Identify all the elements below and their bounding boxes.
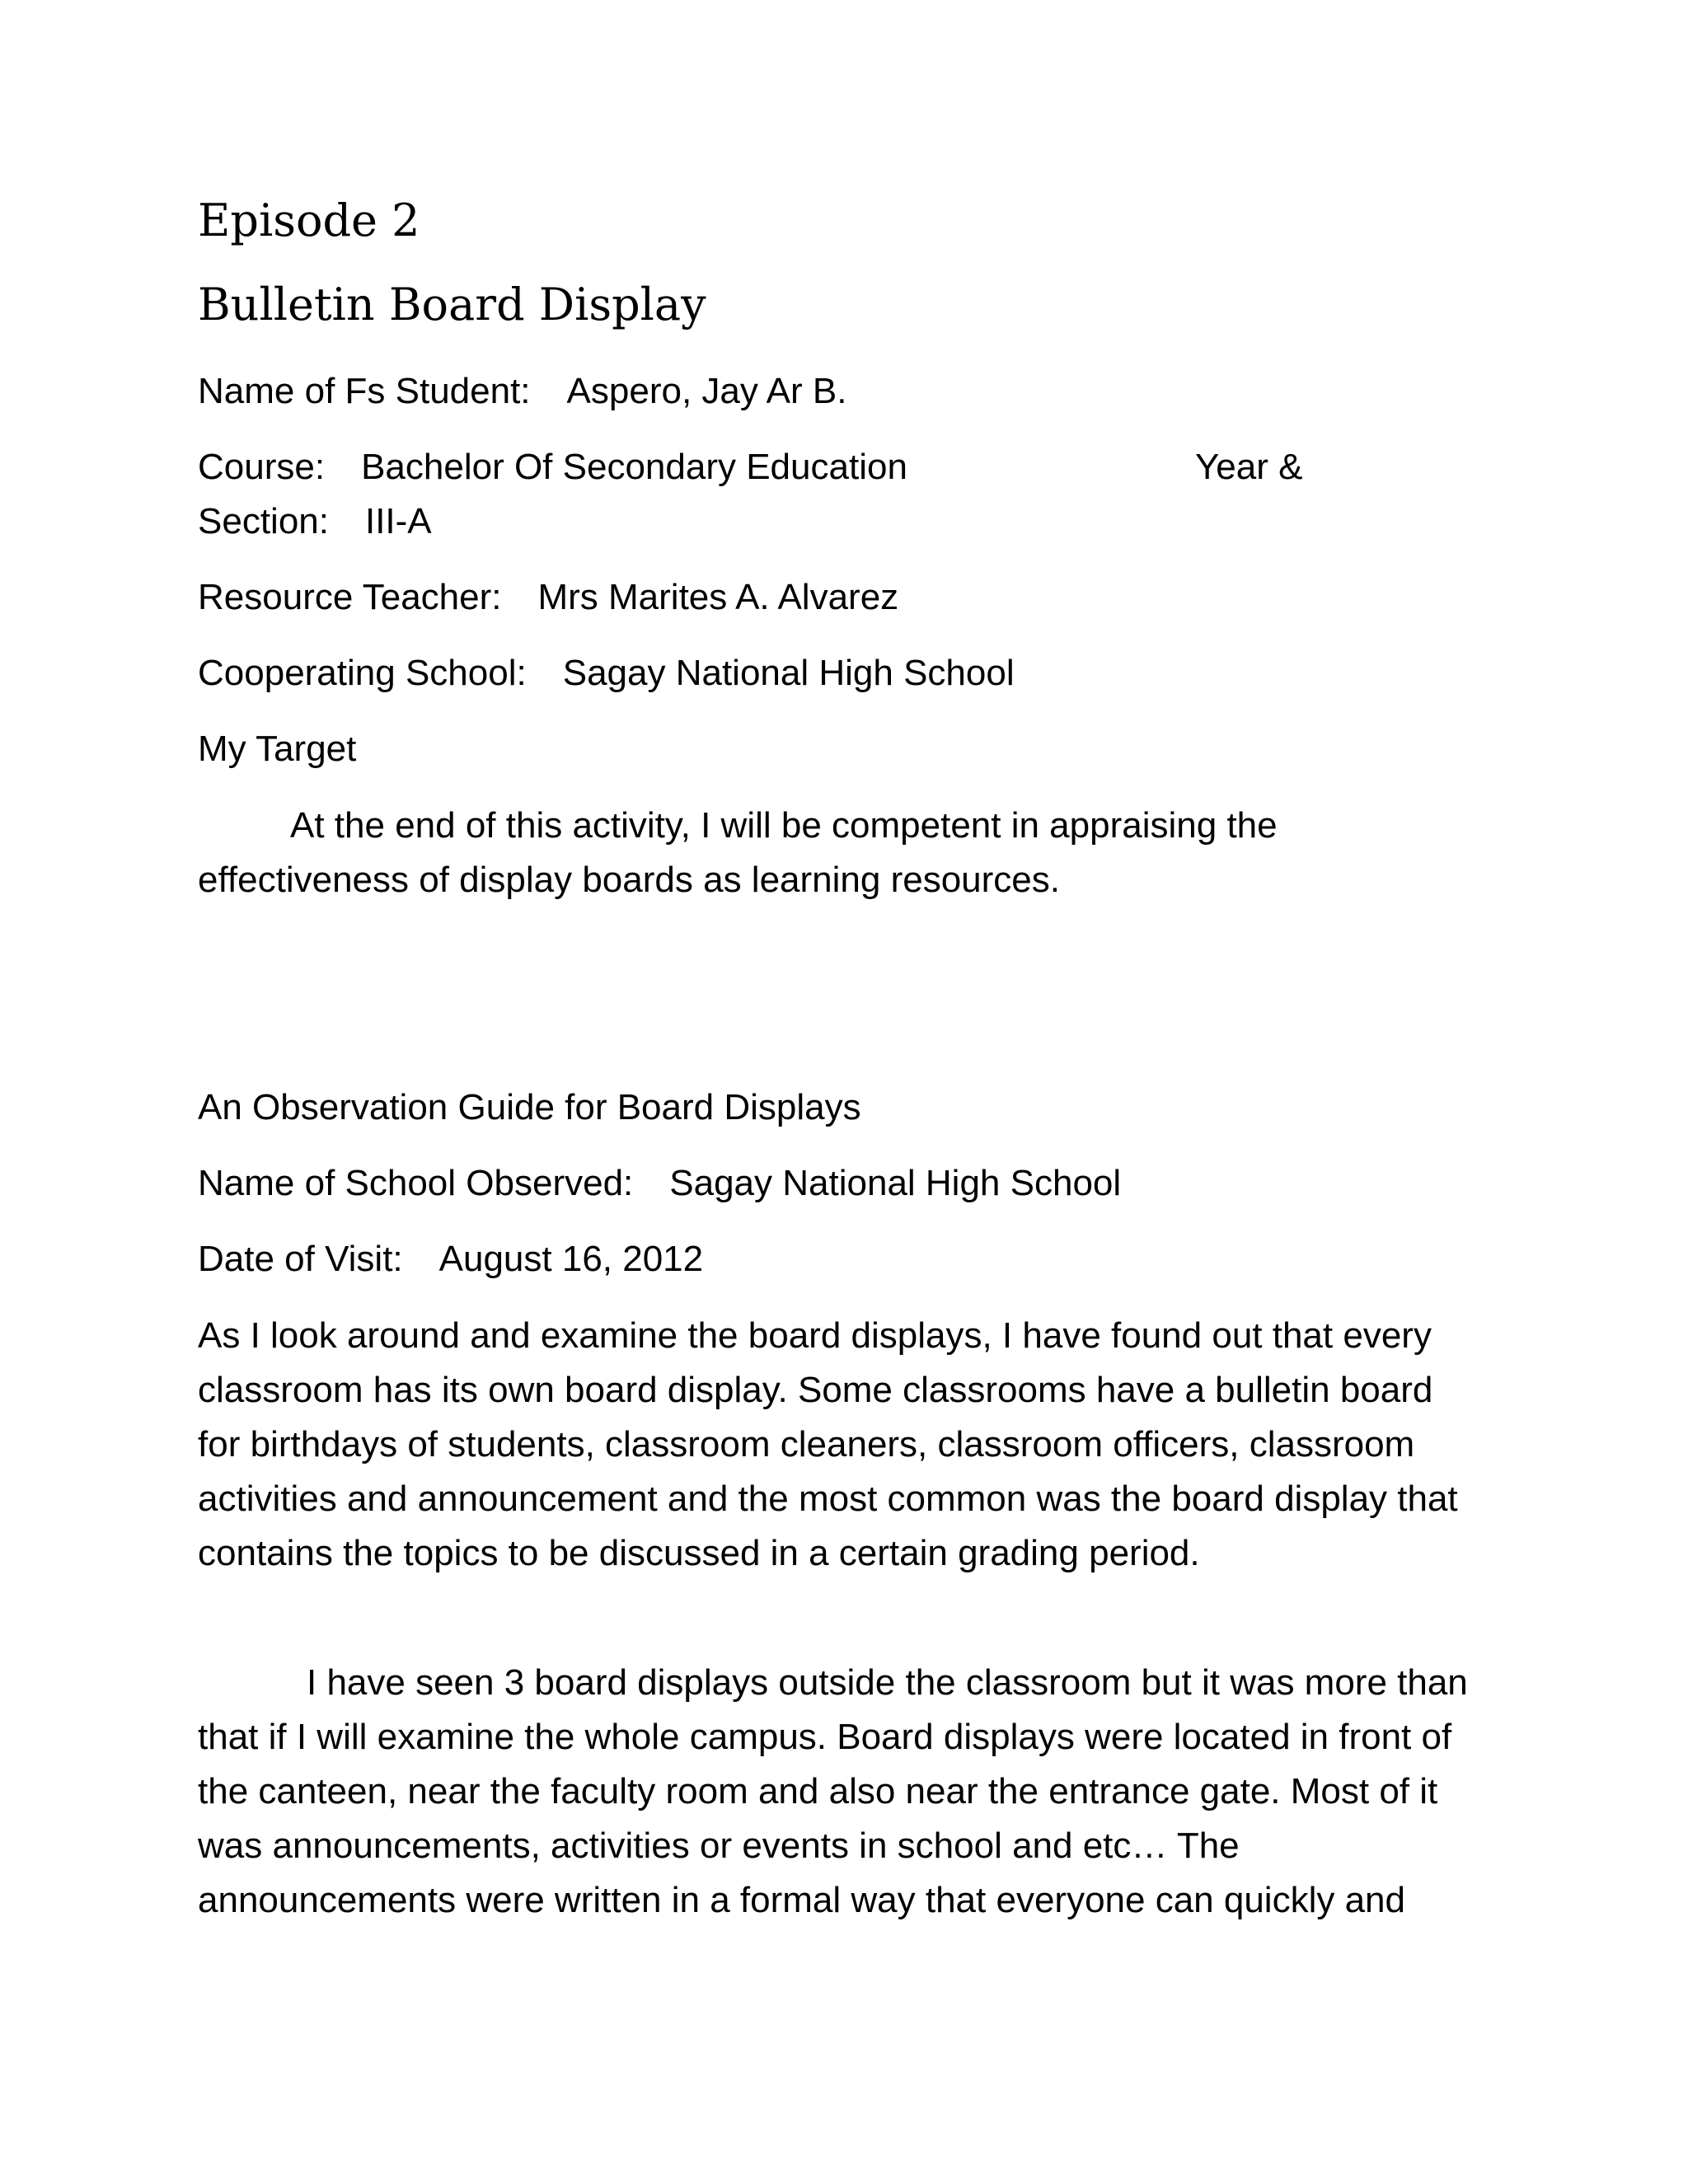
course-line [198,441,907,494]
episode-heading: Episode 2 [198,194,420,246]
section-label: Section: [198,501,329,541]
cooperating-school-label: Cooperating School: [198,653,527,693]
observation-paragraph-2: I have seen 3 board displays outside the classroom but it was more than that if I will examine the whole campus. Board displays were located in front of the canteen, near the faculty room and also near the entrance gate. Most of it was announcements, activities or events in school and etc… The announcements were written in a formal way that everyone can quickly and [198,1662,1468,1920]
section-value: III-A [364,501,432,541]
date-of-visit-label: Date of Visit: [198,1239,403,1279]
student-name-value: Aspero, Jay Ar B. [566,371,847,411]
resource-teacher-line [198,571,898,624]
target-paragraph: At the end of this activity, I will be competent in appraising the effectiveness of display boards as learning resources. [198,805,1278,900]
section-line [198,495,432,548]
course-label: Course: [198,447,326,487]
school-observed-label: Name of School Observed: [198,1163,634,1203]
date-of-visit-line [198,1233,703,1286]
page-title: Bulletin Board Display [198,279,706,330]
school-observed-value: Sagay National High School [669,1163,1122,1203]
year-label: Year & [1195,447,1303,487]
resource-teacher-label: Resource Teacher: [198,577,502,617]
cooperating-school-value: Sagay National High School [562,653,1015,693]
school-observed-line [198,1157,1121,1210]
student-name-label: Name of Fs Student: [198,371,531,411]
target-heading: My Target [198,729,357,769]
resource-teacher-value: Mrs Marites A. Alvarez [537,577,899,617]
date-of-visit-value: August 16, 2012 [438,1239,704,1279]
course-value: Bachelor Of Secondary Education [361,447,907,487]
student-name-line [198,365,846,418]
observation-guide-title: An Observation Guide for Board Displays [198,1087,861,1127]
cooperating-school-line [198,647,1015,700]
observation-paragraph-1: As I look around and examine the board displays, I have found out that every classroom has its own board display. Some classrooms have a bulletin board for birthdays of students, classroom cleaners, classroom officers, classroom activities and announcement and the most common was the board display that contains the topics to be discussed in a certain grading period. [198,1315,1458,1573]
